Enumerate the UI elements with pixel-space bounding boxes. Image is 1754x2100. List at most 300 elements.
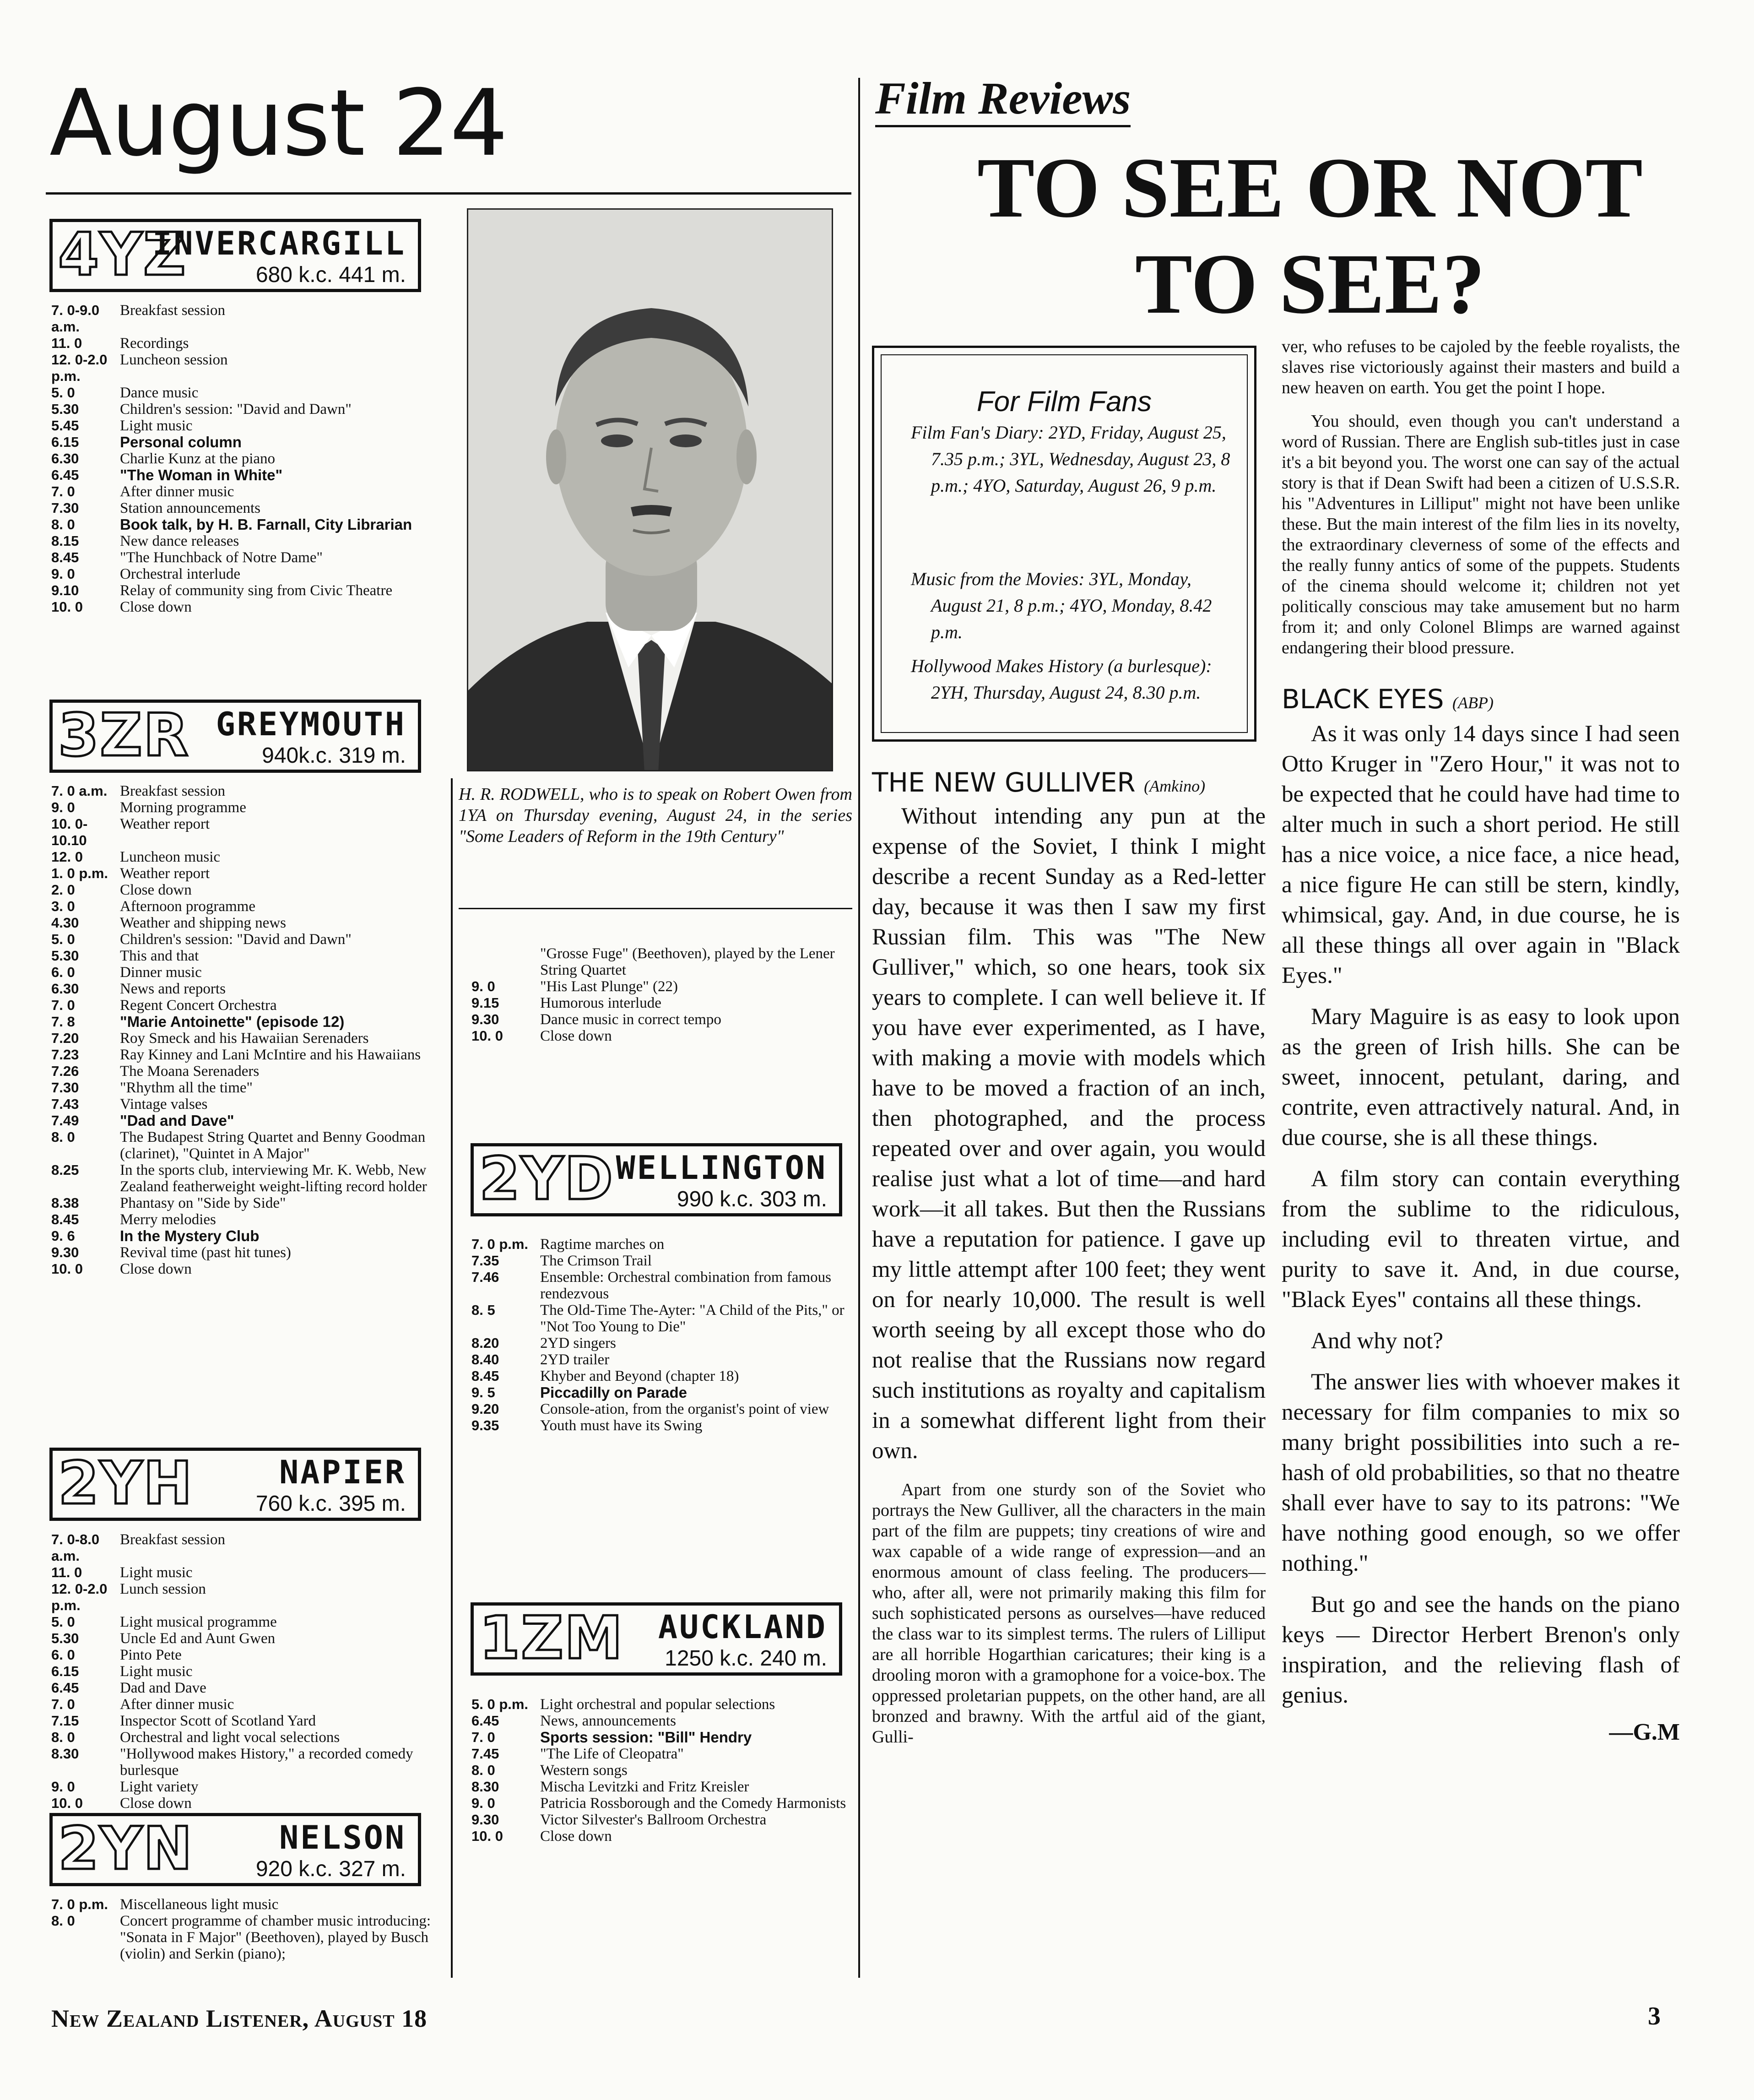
programme-title: Luncheon music: [120, 849, 221, 865]
programme-title: Ragtime marches on: [540, 1236, 665, 1253]
review-title: [1282, 684, 1680, 715]
programme-row: [51, 1129, 445, 1162]
programme-time: 9. 0: [51, 1779, 75, 1795]
film-fans-title: For Film Fans: [976, 386, 1152, 418]
programme-title: Weather and shipping news: [120, 915, 286, 931]
programme-title: Revival time (past hit tunes): [120, 1244, 291, 1261]
programme-time: 5.30: [51, 401, 79, 417]
programme-time: 8.45: [51, 1211, 79, 1227]
programme-title: "The Hunchback of Notre Dame": [120, 549, 323, 566]
programme-title: Relay of community sing from Civic Theatre: [120, 582, 393, 599]
programme-row: [51, 799, 445, 816]
programme-time: 1. 0 p.m.: [51, 865, 108, 881]
programme-title: Dinner music: [120, 964, 202, 981]
station-header-wellington: [471, 1143, 842, 1216]
programme-time: 7. 0: [51, 1696, 75, 1712]
programme-time: 7. 0 p.m.: [51, 1896, 108, 1912]
footer-publication: New Zealand Listener, August 18: [51, 2005, 428, 2032]
programme-time: 8. 0: [471, 1762, 495, 1778]
review-new-gulliver: [872, 769, 1266, 1747]
programme-title: "The Life of Cleopatra": [540, 1746, 684, 1762]
programme-title: "Dad and Dave": [120, 1112, 234, 1129]
programme-time: 10. 0: [471, 1828, 503, 1844]
programme-row: [51, 1581, 445, 1614]
programme-title: Concert programme of chamber music introducing: "Sonata in F Major" (Beethoven), played by Busch (violin) and Serkin (piano);: [120, 1913, 431, 1962]
programme-row: [471, 1696, 851, 1713]
programme-title: Close down: [120, 599, 192, 615]
station-header-nelson: [49, 1813, 421, 1886]
programme-title: Close down: [120, 1261, 192, 1277]
station-frequency: 990 k.c. 303 m.: [677, 1187, 827, 1211]
programme-title: News and reports: [120, 981, 226, 997]
programme-time: 7.30: [51, 1080, 79, 1096]
programme-title: The Budapest String Quartet and Benny Goodman (clarinet), "Quintet in A Major": [120, 1129, 426, 1162]
programme-list-invercargill: [51, 302, 445, 615]
programme-title: Charlie Kunz at the piano: [120, 450, 276, 467]
programme-time: 9.35: [471, 1417, 499, 1433]
film-fans-inner: [881, 354, 1248, 733]
programme-time: 9.15: [471, 995, 499, 1011]
programme-time: 8.15: [51, 533, 79, 549]
programme-row: [471, 1828, 851, 1845]
station-header-napier: [49, 1448, 421, 1521]
programme-row: [51, 1713, 445, 1729]
programme-row: [471, 1812, 851, 1828]
programme-title: Breakfast session: [120, 1531, 226, 1548]
programme-title: Orchestral interlude: [120, 566, 240, 582]
programme-title: Close down: [540, 1828, 612, 1845]
programme-title: Mischa Levitzki and Fritz Kreisler: [540, 1779, 749, 1795]
station-city: AUCKLAND: [658, 1608, 827, 1646]
programme-time: 9. 0: [471, 978, 495, 994]
programme-title: 2YD singers: [540, 1335, 616, 1351]
programme-time: 10. 0-10.10: [51, 816, 88, 848]
programme-time: 7.23: [51, 1047, 79, 1063]
programme-title: Luncheon session: [120, 352, 228, 368]
programme-time: 5.30: [51, 948, 79, 964]
programme-row: [51, 1630, 445, 1647]
programme-title: Breakfast session: [120, 783, 226, 799]
programme-title: Weather report: [120, 865, 210, 882]
station-city: NELSON: [279, 1819, 406, 1856]
programme-time: 9. 0: [51, 799, 75, 815]
programme-time: 7. 0: [471, 1729, 495, 1745]
programme-row: [51, 915, 445, 931]
programme-title: After dinner music: [120, 483, 234, 500]
programme-time: 6.15: [51, 434, 79, 450]
programme-title: Dad and Dave: [120, 1680, 206, 1696]
programme-row: [51, 1647, 445, 1663]
programme-row: [51, 865, 445, 882]
programme-title: After dinner music: [120, 1696, 234, 1713]
programme-time: 9.30: [51, 1244, 79, 1260]
review-body-small: [1282, 336, 1680, 658]
programme-row: [51, 931, 445, 948]
programme-row: [51, 1112, 445, 1129]
programme-time: 7.43: [51, 1096, 79, 1112]
programme-title: "Hollywood makes History," a recorded comedy burlesque: [120, 1746, 413, 1779]
programme-row: [51, 1047, 445, 1063]
programme-row: [51, 997, 445, 1014]
station-header-auckland: [471, 1602, 842, 1676]
programme-time: 8.20: [471, 1335, 499, 1351]
programme-list-napier: [51, 1531, 445, 1812]
programme-time: 8.45: [471, 1368, 499, 1384]
programme-row: [471, 1302, 851, 1335]
programme-row: [51, 1096, 445, 1112]
programme-row: [51, 783, 445, 799]
programme-row: [471, 1351, 851, 1368]
programme-title: Victor Silvester's Ballroom Orchestra: [540, 1812, 767, 1828]
programme-row: [51, 1531, 445, 1564]
programme-row: [51, 1896, 445, 1913]
programme-time: 9.10: [51, 582, 79, 598]
programme-title: Uncle Ed and Aunt Gwen: [120, 1630, 276, 1647]
programme-title: 2YD trailer: [540, 1351, 610, 1368]
programme-time: 9.30: [471, 1011, 499, 1027]
review-body: [1282, 719, 1680, 1710]
station-frequency: 920 k.c. 327 m.: [255, 1857, 406, 1881]
programme-time: 5. 0: [51, 1614, 75, 1630]
callsign: 2YN: [58, 1815, 193, 1883]
programme-row: [51, 1746, 445, 1779]
portrait-man-illustration: [468, 210, 833, 771]
programme-row: [471, 1779, 851, 1795]
programme-time: 8. 5: [471, 1302, 495, 1318]
programme-title: Station announcements: [120, 500, 261, 516]
programme-row: [51, 1663, 445, 1680]
programme-title: Miscellaneous light music: [120, 1896, 279, 1913]
programme-row: [471, 1253, 851, 1269]
programme-list-nelson-continued: [471, 945, 851, 1044]
programme-row: [51, 467, 445, 483]
programme-title: The Old-Time The-Ayter: "A Child of the Pits," or "Not Too Young to Die": [540, 1302, 845, 1335]
programme-row: [51, 1080, 445, 1096]
programme-time: 8. 0: [51, 1129, 75, 1145]
review-paragraph: Without intending any pun at the expense of the Soviet, I think I might describe a recent Sunday as a Red-letter day, because it was then I saw my first Russian film. This was "The New Gulliver," which, so one hears, took six years to complete. I can well believe it. If you have ever experimented, as I have, with making a movie with models which have to be moved a fraction of an inch, then photographed, and the process repeated over and over again, you would realise just what a lot of time—and hard work—it all takes. But then the Russians have a reputation for patience. I gave up my little attempt after 100 feet; they went on for nearly 10,000. The result is well worth seeing by all except those who do not realise that the Russians now regard such institutions as royalty and capitalism in a somewhat different light from their own.: [872, 803, 1266, 1464]
programme-row: [51, 401, 445, 418]
film-fans-box: [872, 346, 1256, 742]
programme-time: 10. 0: [471, 1028, 503, 1044]
station-city: GREYMOUTH: [216, 705, 406, 743]
callsign: 1ZM: [479, 1604, 624, 1672]
programme-time: 7.15: [51, 1713, 79, 1729]
callsign: 2YH: [58, 1449, 193, 1518]
programme-time: 8.38: [51, 1195, 79, 1211]
programme-row: [51, 1261, 445, 1277]
review-body: [872, 801, 1266, 1466]
programme-time: 8.25: [51, 1162, 79, 1178]
programme-time: 6.15: [51, 1663, 79, 1679]
programme-list-nelson: [51, 1896, 445, 1962]
programme-time: 8. 0: [51, 1913, 75, 1929]
programme-time: 7. 0-9.0 a.m.: [51, 302, 100, 335]
review-title-text: BLACK EYES: [1282, 684, 1444, 715]
programme-row: [51, 1211, 445, 1228]
station-frequency: 940k.c. 319 m.: [262, 743, 406, 768]
programme-title: Close down: [540, 1028, 612, 1044]
programme-time: [471, 945, 540, 978]
programme-row: [471, 1384, 851, 1401]
programme-time: 5. 0: [51, 385, 75, 401]
programme-title: Orchestral and light vocal selections: [120, 1729, 340, 1746]
programme-row: [51, 1729, 445, 1746]
caption-rule: [459, 908, 852, 909]
programme-row: [51, 1030, 445, 1047]
programme-row: [51, 882, 445, 898]
programme-title: Children's session: "David and Dawn": [120, 401, 352, 418]
review-distributor: (ABP): [1452, 694, 1494, 712]
programme-title: Afternoon programme: [120, 898, 255, 915]
programme-list-auckland: [471, 1696, 851, 1845]
programme-title: Youth must have its Swing: [540, 1417, 703, 1434]
programme-row: [51, 352, 445, 385]
review-paragraph: A film story can contain everything from the sublime to the ridiculous, including evil to threaten virtue, and purity to save it. And, in due course, "Black Eyes" contains all these things.: [1282, 1166, 1680, 1313]
programme-time: 7. 8: [51, 1014, 75, 1030]
programme-title: Close down: [120, 1795, 192, 1812]
programme-title: Lunch session: [120, 1581, 206, 1597]
programme-title: Ray Kinney and Lani McIntire and his Hawaiians: [120, 1047, 421, 1063]
programme-time: 11. 0: [51, 1564, 82, 1580]
station-frequency: 760 k.c. 395 m.: [255, 1492, 406, 1516]
programme-time: 3. 0: [51, 898, 75, 914]
programme-time: 5. 0: [51, 931, 75, 947]
programme-title: Regent Concert Orchestra: [120, 997, 277, 1014]
review-paragraph: And why not?: [1311, 1328, 1443, 1354]
programme-time: 10. 0: [51, 1261, 83, 1277]
programme-row: [471, 978, 851, 995]
column-rule: [451, 778, 453, 1978]
programme-time: 7.30: [51, 500, 79, 516]
programme-row: [51, 816, 445, 849]
programme-time: 7.46: [471, 1269, 499, 1285]
programme-title: "Grosse Fuge" (Beethoven), played by the Lener String Quartet: [540, 945, 835, 978]
programme-time: 9. 6: [51, 1228, 75, 1244]
programme-row: [51, 1228, 445, 1244]
headline: [875, 140, 1745, 332]
programme-time: 6.45: [51, 1680, 79, 1696]
programme-row: [51, 1195, 445, 1211]
programme-title: Personal column: [120, 434, 242, 450]
programme-title: Sports session: "Bill" Hendry: [540, 1729, 752, 1746]
programme-row: [51, 483, 445, 500]
programme-list-greymouth: [51, 783, 445, 1277]
programme-title: Light music: [120, 1564, 193, 1581]
programme-time: 10. 0: [51, 1795, 83, 1811]
review-paragraph: As it was only 14 days since I had seen Otto Kruger in "Zero Hour," it was not to be expected that he could have had time to alter much in such a short period. He still has a nice voice, a nice face, a nice head, a nice figure He can still be stern, kindly, whimsical, gay. And, in due course, he is all these things all over again in "Black Eyes.": [1282, 721, 1680, 988]
station-header-invercargill: [49, 219, 421, 292]
programme-time: 7. 0 a.m.: [51, 783, 108, 799]
programme-time: 7.35: [471, 1253, 499, 1269]
programme-row: [471, 1269, 851, 1302]
programme-row: [471, 995, 851, 1011]
programme-time: 12. 0-2.0 p.m.: [51, 1581, 108, 1613]
programme-time: 7.45: [471, 1746, 499, 1762]
programme-list-wellington: [471, 1236, 851, 1434]
programme-row: [51, 849, 445, 865]
programme-time: 6.45: [471, 1713, 499, 1729]
programme-row: [471, 945, 851, 978]
programme-time: 6.30: [51, 450, 79, 467]
programme-title: Patricia Rossborough and the Comedy Harmonists: [540, 1795, 846, 1812]
review-paragraph: You should, even though you can't understand a word of Russian. There are English sub-titles just in case it's a bit beyond you. The worst one can say of the actual story is that if Dean Swift had been a citizen of U.S.S.R. his "Adventures in Lilliput" might not have been unlike these. But the main interest of the film lies in its novelty, the extraordinary cleverness of some of the effects and the really funny antics of some of the puppets. Students of the cinema should welcome it; children not yet politically conscious may take amusement but no harm from it; and only Colonel Blimps are warned against endangering their blood pressure.: [1282, 412, 1680, 657]
programme-row: [51, 1680, 445, 1696]
spacer: [872, 1466, 1266, 1480]
programme-title: Recordings: [120, 335, 189, 352]
programme-title: In the Mystery Club: [120, 1227, 260, 1244]
programme-row: [471, 1713, 851, 1729]
programme-title: "His Last Plunge" (22): [540, 978, 678, 995]
station-frequency: 1250 k.c. 240 m.: [665, 1646, 827, 1671]
programme-row: [51, 566, 445, 582]
review-signature: —G.M: [1609, 1719, 1680, 1745]
programme-time: 6.45: [51, 467, 79, 483]
programme-title: Light music: [120, 1663, 193, 1680]
programme-row: [51, 1564, 445, 1581]
programme-time: 7. 0-8.0 a.m.: [51, 1531, 100, 1564]
film-fans-item: Music from the Movies: 3YL, Monday, August 21, 8 p.m.; 4YO, Monday, 8.42 p.m.: [911, 569, 1212, 642]
programme-row: [471, 1795, 851, 1812]
programme-title: "Marie Antoinette" (episode 12): [120, 1013, 345, 1030]
programme-row: [51, 1162, 445, 1195]
programme-row: [471, 1028, 851, 1044]
programme-time: 6. 0: [51, 1647, 75, 1663]
programme-time: 8.30: [51, 1746, 79, 1762]
programme-time: 7.20: [51, 1030, 79, 1046]
review-paragraph: Apart from one sturdy son of the Soviet who portrays the New Gulliver, all the characters in the main part of the film are puppets; tiny creations of wire and wax capable of a wide range of expression—and an enormous amount of class feeling. The producers—who, after all, were not primarily making this film for such sophisticated persons as ourselves—have reduced the class war to its simplest terms. The rulers of Lilliput are all horrible Hogarthian caricatures; their king is a drooling moron with a gramophone for a voice-box. The oppressed proletarian puppets, on the other hand, are all bronzed and brawny. With the artful aid of the giant, Gulli-: [872, 1480, 1266, 1747]
programme-row: [51, 948, 445, 964]
programme-row: [51, 533, 445, 549]
film-fans-item: Hollywood Makes History (a burlesque): 2YH, Thursday, August 24, 8.30 p.m.: [911, 656, 1212, 703]
programme-time: 9.30: [471, 1812, 499, 1828]
programme-row: [471, 1746, 851, 1762]
programme-row: [471, 1417, 851, 1434]
headline-line-1: TO SEE OR NOT: [977, 140, 1643, 235]
review-paragraph: But go and see the hands on the piano keys — Director Herbert Brenon's only inspiration, and the relieving flash of genius.: [1282, 1592, 1680, 1708]
programme-time: 8.30: [471, 1779, 499, 1795]
programme-row: [51, 1014, 445, 1030]
section-kicker: Film Reviews: [875, 76, 1131, 127]
headline-line-2: TO SEE?: [1135, 236, 1485, 331]
review-paragraph: ver, who refuses to be cajoled by the feeble royalists, the slaves rise victoriously against their masters and build a new heaven on earth. You get the point I hope.: [1282, 337, 1680, 397]
programme-row: [51, 582, 445, 599]
programme-row: [51, 981, 445, 997]
station-city: NAPIER: [279, 1454, 406, 1491]
programme-row: [51, 516, 445, 533]
callsign: 4YZ: [58, 221, 187, 289]
programme-title: The Crimson Trail: [540, 1253, 652, 1269]
programme-time: 9. 0: [471, 1795, 495, 1811]
station-frequency: 680 k.c. 441 m.: [255, 263, 406, 287]
top-rule: [46, 192, 851, 195]
programme-title: Khyber and Beyond (chapter 18): [540, 1368, 739, 1384]
programme-title: Weather report: [120, 816, 210, 832]
programme-row: [51, 418, 445, 434]
programme-title: Console-ation, from the organist's point of view: [540, 1401, 829, 1417]
programme-title: Western songs: [540, 1762, 628, 1779]
programme-title: Roy Smeck and his Hawaiian Serenaders: [120, 1030, 369, 1047]
programme-time: 4.30: [51, 915, 79, 931]
programme-title: Ensemble: Orchestral combination from famous rendezvous: [540, 1269, 831, 1302]
programme-title: "Rhythm all the time": [120, 1080, 253, 1096]
programme-time: 11. 0: [51, 335, 82, 351]
programme-row: [51, 1779, 445, 1795]
programme-title: Light orchestral and popular selections: [540, 1696, 775, 1713]
programme-row: [51, 1614, 445, 1630]
programme-time: 12. 0-2.0 p.m.: [51, 352, 108, 384]
programme-title: In the sports club, interviewing Mr. K. Webb, New Zealand featherweight weight-lifting record holder: [120, 1162, 427, 1195]
programme-title: Breakfast session: [120, 302, 226, 319]
programme-time: 8.45: [51, 549, 79, 565]
programme-title: Pinto Pete: [120, 1647, 182, 1663]
programme-time: 8. 0: [51, 1729, 75, 1745]
programme-time: 8. 0: [51, 516, 75, 532]
callsign: 2YD: [479, 1145, 614, 1213]
programme-title: Close down: [120, 882, 192, 898]
programme-row: [51, 599, 445, 615]
station-header-greymouth: [49, 700, 421, 773]
programme-row: [471, 1335, 851, 1351]
programme-row: [51, 1063, 445, 1080]
programme-time: 9.20: [471, 1401, 499, 1417]
programme-time: 9. 5: [471, 1384, 495, 1400]
programme-row: [51, 549, 445, 566]
programme-time: 7. 0: [51, 997, 75, 1013]
programme-time: 9. 0: [51, 566, 75, 582]
programme-row: [471, 1729, 851, 1746]
programme-row: [51, 1696, 445, 1713]
programme-title: Children's session: "David and Dawn": [120, 931, 352, 948]
programme-time: 7.49: [51, 1112, 79, 1129]
programme-title: "The Woman in White": [120, 467, 283, 483]
programme-row: [471, 1236, 851, 1253]
programme-row: [471, 1762, 851, 1779]
programme-title: Piccadilly on Parade: [540, 1384, 687, 1401]
portrait-caption: H. R. RODWELL, who is to speak on Robert Owen from 1YA on Thursday evening, August 24, in the series "Some Leaders of Reform in the 19th Century": [459, 785, 852, 846]
programme-title: This and that: [120, 948, 199, 964]
programme-time: 7. 0 p.m.: [471, 1236, 529, 1252]
programme-row: [51, 302, 445, 335]
programme-row: [471, 1368, 851, 1384]
programme-title: Light variety: [120, 1779, 199, 1795]
programme-row: [51, 898, 445, 915]
programme-time: 6. 0: [51, 964, 75, 980]
programme-title: Dance music in correct tempo: [540, 1011, 721, 1028]
programme-row: [51, 450, 445, 467]
programme-title: Book talk, by H. B. Farnall, City Librarian: [120, 516, 412, 533]
programme-row: [471, 1011, 851, 1028]
programme-row: [471, 1401, 851, 1417]
programme-time: 2. 0: [51, 882, 75, 898]
programme-time: 5.30: [51, 1630, 79, 1646]
review-body-small: [872, 1480, 1266, 1747]
programme-time: 10. 0: [51, 599, 83, 615]
programme-time: 8.40: [471, 1351, 499, 1367]
programme-row: [51, 500, 445, 516]
review-column-right: [1282, 336, 1680, 1746]
programme-title: Morning programme: [120, 799, 246, 816]
programme-title: Inspector Scott of Scotland Yard: [120, 1713, 316, 1729]
programme-title: Dance music: [120, 385, 199, 401]
page-date-title: August 24: [49, 70, 507, 177]
programme-row: [51, 1913, 445, 1962]
programme-title: Merry melodies: [120, 1211, 216, 1228]
programme-title: Phantasy on "Side by Side": [120, 1195, 286, 1211]
programme-title: Vintage valses: [120, 1096, 208, 1112]
review-paragraph: The answer lies with whoever makes it necessary for film companies to mix so many bright possibilities into such a re-hash of old probabilities, so that no theatre shall ever have to say to its patrons: "We have nothing good enough, so we offer nothing.": [1282, 1369, 1680, 1576]
film-fans-item: Film Fan's Diary: 2YD, Friday, August 25, 7.35 p.m.; 3YL, Wednesday, August 23, 8 p.m.; 4YO, Saturday, August 26, 9 p.m.: [911, 422, 1230, 496]
programme-time: 7.26: [51, 1063, 79, 1079]
